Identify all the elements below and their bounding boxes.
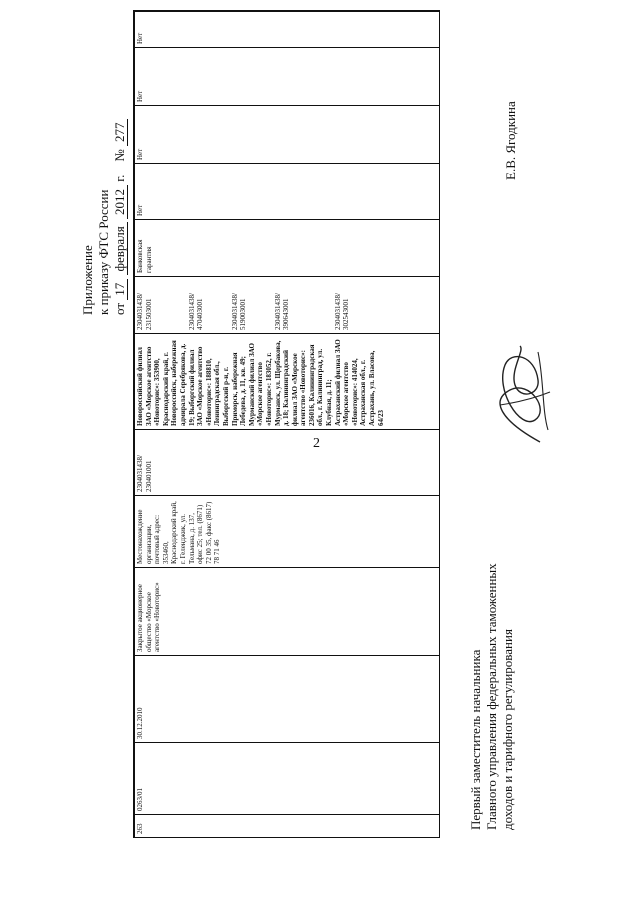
- page-number: 2: [313, 436, 320, 451]
- appendix-header: [80, 15, 128, 315]
- order-number: 277: [112, 119, 128, 147]
- col-code: [134, 742, 439, 814]
- cell-col-c: Нет: [136, 90, 144, 102]
- col-a: [134, 163, 439, 219]
- order-date-line: [112, 15, 128, 315]
- cell-col-b: Нет: [136, 148, 144, 160]
- order-year: 2012: [112, 185, 128, 219]
- col-d: [134, 11, 439, 47]
- signatory-title-line2: Главного управления федеральных таможенных: [484, 563, 499, 830]
- cell-col-d: Нет: [136, 32, 144, 44]
- signer-name: Е.В. Ягодкина: [503, 101, 518, 180]
- cell-branches: Новороссийский филиал ЗАО «Морское агентство «Новоторис»: 353900, Краснодарский край, г. Новороссийск, набережная адмирала Серебрякова, д. 19; Выборгский филиал ЗАО «Морское агентство «Новоторис»: 188810, Ленинградская обл., Выборгский р-н, г. Приморск, набережная Лебедева, д. 11, кв. 49; Мурманский филиал ЗАО «Морское агентство «Новоторис»: 183052, г. Мурманск, ул. Щербакова, д. 18; Калининградский филиал ЗАО «Морское агентство «Новоторис»: 236016, Калининградская обл., г. Калининград, ул. Клубная, д. 11; Астраханский филиал ЗАО «Морское агентство «Новоторис»: 414024, Астраханская обл., г. Астрахань, ул. Власова, 64/23: [136, 339, 385, 426]
- cell-address: Местонахождение организации, почтовый адрес: 353460, Краснодарский край, г. Геленджик, ул. Тельмана, д. 137, офис 25; тел. (8671) 72 00 35, факс (8617) 78 71 46: [136, 501, 222, 564]
- order-year-suffix: г.: [112, 174, 127, 182]
- order-number-sign: №: [112, 149, 127, 162]
- cell-branch-kpp: 2304031438/ 231503001 2304031438/ 470403001 2304031438/ 519003001 2304031438/ 390643001 2304031438/ 302543001: [136, 293, 351, 330]
- signatory-title-line3: доходов и тарифного регулирования: [500, 629, 515, 830]
- cell-date: 30.12.2010: [136, 707, 144, 739]
- handwritten-signature: [480, 340, 560, 450]
- cell-guarantee: Банковская гарантия: [136, 239, 153, 273]
- order-reference: к приказу ФТС России: [96, 189, 111, 315]
- signatory-title-line1: Первый заместитель начальника: [468, 649, 483, 830]
- cell-code: 0263/01: [136, 788, 144, 811]
- cell-org-name: Закрытое акционерное общество «Морское агентство «Новоторис»: [136, 582, 162, 652]
- appendix-title: Приложение: [80, 245, 95, 315]
- order-day: 17: [112, 279, 128, 300]
- col-c: [134, 47, 439, 105]
- col-date: [134, 655, 439, 742]
- registry-table: [133, 10, 440, 838]
- cell-inn-kpp: 2304031438/ 230401001: [136, 455, 153, 492]
- cell-col-a: Нет: [136, 204, 144, 216]
- col-guarantee: [134, 219, 439, 276]
- col-number: [134, 814, 439, 837]
- order-month: февраля: [112, 222, 128, 275]
- cell-row-number: 263: [136, 823, 144, 834]
- order-date-prefix: от: [112, 302, 127, 315]
- col-b: [134, 105, 439, 163]
